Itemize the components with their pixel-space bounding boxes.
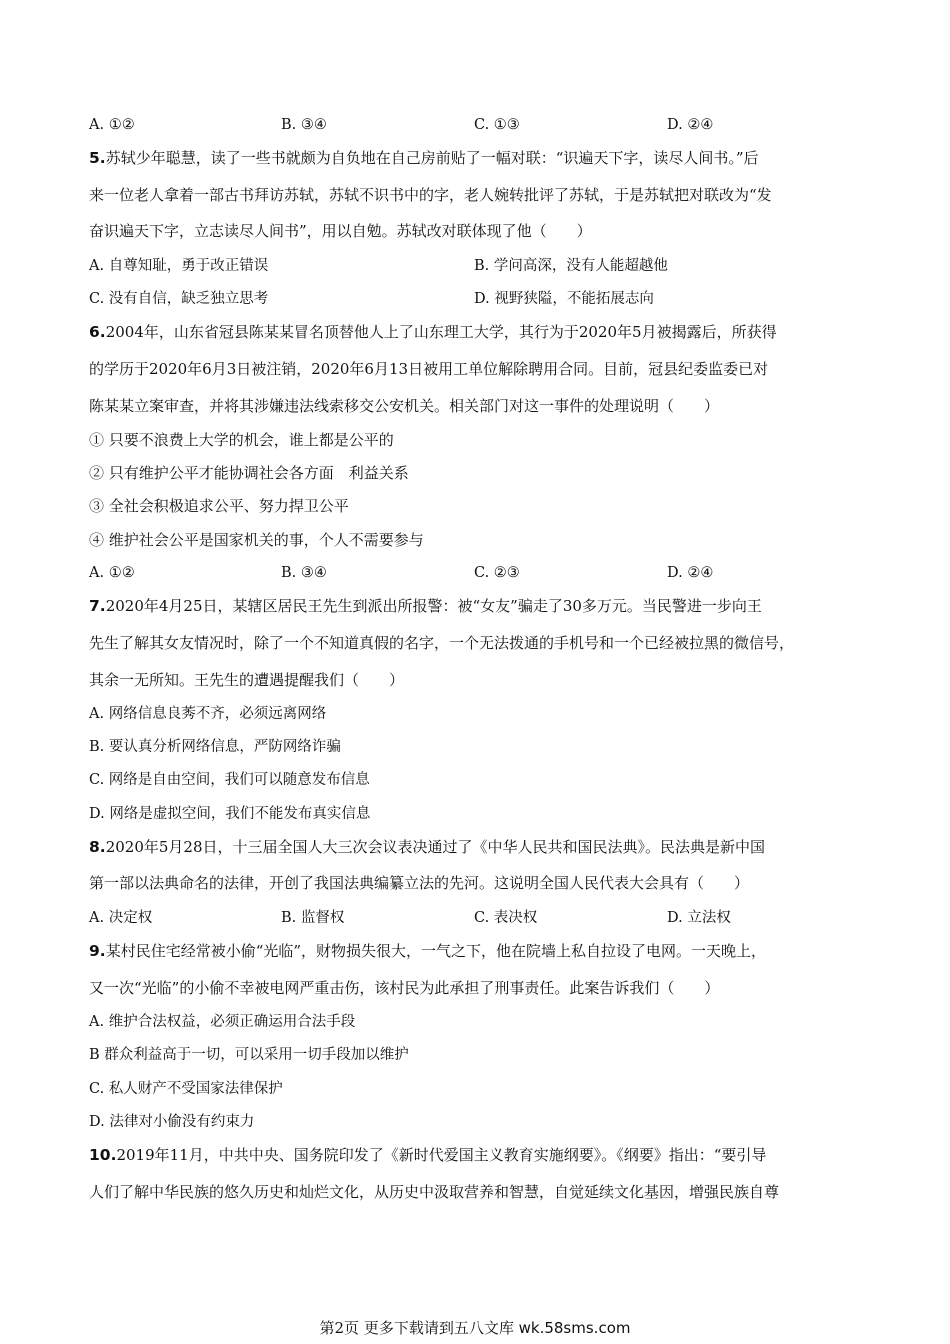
q5-stem-line (89, 148, 759, 168)
q8-option-b[interactable]: B. 监督权 (281, 910, 345, 926)
q10-stem-line (89, 1145, 766, 1165)
q5-text-1: 苏轼少年聪慧，读了一些书就颇为自负地在自己房前贴了一幅对联：“识遍天下字，读尽人间书。”后 (105, 149, 759, 167)
q5-option-b[interactable]: B. 学问高深，没有人能超越他 (474, 258, 668, 274)
q9-number: 9. (89, 942, 106, 960)
q5-text-3: 奋识遍天下字，立志读尽人间书”，用以自勉。苏轼改对联体现了他（ ） (89, 222, 592, 240)
q6-text-2: 的学历于2020年6月3日被注销，2020年6月13日被用工单位解除聘用合同。目前，冠县纪委监委已对 (89, 360, 769, 378)
q9-stem-line (89, 941, 766, 961)
q9-option-d[interactable]: D. 法律对小偷没有约束力 (89, 1114, 255, 1130)
q6-option-a[interactable]: A. ①② (89, 565, 135, 581)
q4-option-b[interactable]: B. ③④ (281, 117, 327, 133)
q8-text-2: 第一部以法典命名的法律，开创了我国法典编纂立法的先河。这说明全国人民代表大会具有（ ） (89, 874, 750, 892)
q7-text-3: 其余一无所知。王先生的遭遇提醒我们（ ） (89, 671, 405, 689)
q6-option-d[interactable]: D. ②④ (667, 565, 714, 581)
q4-option-c[interactable]: C. ①③ (474, 117, 520, 133)
page-footer (0, 1318, 950, 1338)
q7-number: 7. (89, 597, 106, 615)
q6-statement-4: ④ 维护社会公平是国家机关的事，个人不需要参与 (89, 531, 424, 549)
q7-text-2: 先生了解其女友情况时，除了一个不知道真假的名字，一个无法拨通的手机号和一个已经被拉黑的微信号， (89, 634, 795, 652)
q8-option-d[interactable]: D. 立法权 (667, 910, 731, 926)
q6-number: 6. (89, 323, 106, 341)
q6-option-c[interactable]: C. ②③ (474, 565, 520, 581)
q8-text-1: 2020年5月28日，十三届全国人大三次会议表决通过了《中华人民共和国民法典》。民法典是新中国 (105, 838, 765, 856)
q10-number: 10. (89, 1146, 117, 1164)
q7-text-1: 2020年4月25日，某辖区居民王先生到派出所报警：被“女友”骗走了30多万元。当民警进一步向王 (105, 597, 762, 615)
q5-number: 5. (89, 149, 106, 167)
q10-text-2: 人们了解中华民族的悠久历史和灿烂文化，从历史中汲取营养和智慧，自觉延续文化基因，增强民族自尊 (89, 1183, 780, 1201)
q9-option-c[interactable]: C. 私人财产不受国家法律保护 (89, 1081, 283, 1097)
q6-option-b[interactable]: B. ③④ (281, 565, 327, 581)
q8-number: 8. (89, 838, 106, 856)
q9-text-2: 又一次“光临”的小偷不幸被电网严重击伤，该村民为此承担了刑事责任。此案告诉我们（ ） (89, 979, 720, 997)
q8-stem-line (89, 837, 765, 857)
q6-statement-3: ③ 全社会积极追求公平、努力捍卫公平 (89, 497, 349, 515)
q9-text-1: 某村民住宅经常被小偷“光临”，财物损失很大，一气之下，他在院墙上私自拉设了电网。一天晚上， (105, 942, 767, 960)
q7-option-b[interactable]: B. 要认真分析网络信息，严防网络诈骗 (89, 739, 341, 755)
q10-text-1: 2019年11月，中共中央、国务院印发了《新时代爱国主义教育实施纲要》。《纲要》指出：“要引导 (116, 1146, 767, 1164)
q6-stem-line (89, 322, 777, 342)
footer-site-link[interactable]: wk.58sms.com (518, 1319, 631, 1337)
q7-option-a[interactable]: A. 网络信息良莠不齐，必须远离网络 (89, 706, 327, 722)
q6-text-1: 2004年，山东省冠县陈某某冒名顶替他人上了山东理工大学，其行为于2020年5月被揭露后，所获得 (105, 323, 777, 341)
q4-option-a[interactable]: A. ①② (89, 117, 135, 133)
q5-option-c[interactable]: C. 没有自信，缺乏独立思考 (89, 291, 269, 307)
q7-option-d[interactable]: D. 网络是虚拟空间，我们不能发布真实信息 (89, 806, 371, 822)
q5-option-a[interactable]: A. 自尊知耻，勇于改正错误 (89, 258, 269, 274)
q4-option-d[interactable]: D. ②④ (667, 117, 714, 133)
q9-option-b[interactable]: B 群众利益高于一切，可以采用一切手段加以维护 (89, 1047, 409, 1063)
q8-option-c[interactable]: C. 表决权 (474, 910, 538, 926)
q5-text-2: 来一位老人拿着一部古书拜访苏轼，苏轼不识书中的字，老人婉转批评了苏轼，于是苏轼把对联改为“发 (89, 186, 772, 204)
q6-statement-1: ① 只要不浪费上大学的机会，谁上都是公平的 (89, 431, 394, 449)
footer-text: 第2页 更多下载请到五八文库 (319, 1319, 514, 1337)
q7-option-c[interactable]: C. 网络是自由空间，我们可以随意发布信息 (89, 772, 370, 788)
q6-text-3: 陈某某立案审查，并将其涉嫌违法线索移交公安机关。相关部门对这一事件的处理说明（ ） (89, 397, 720, 415)
q7-stem-line (89, 596, 762, 616)
q9-option-a[interactable]: A. 维护合法权益，必须正确运用合法手段 (89, 1014, 356, 1030)
q6-statement-2: ② 只有维护公平才能协调社会各方面 利益关系 (89, 464, 409, 482)
q5-option-d[interactable]: D. 视野狭隘，不能拓展志向 (474, 291, 654, 307)
q8-option-a[interactable]: A. 决定权 (89, 910, 153, 926)
